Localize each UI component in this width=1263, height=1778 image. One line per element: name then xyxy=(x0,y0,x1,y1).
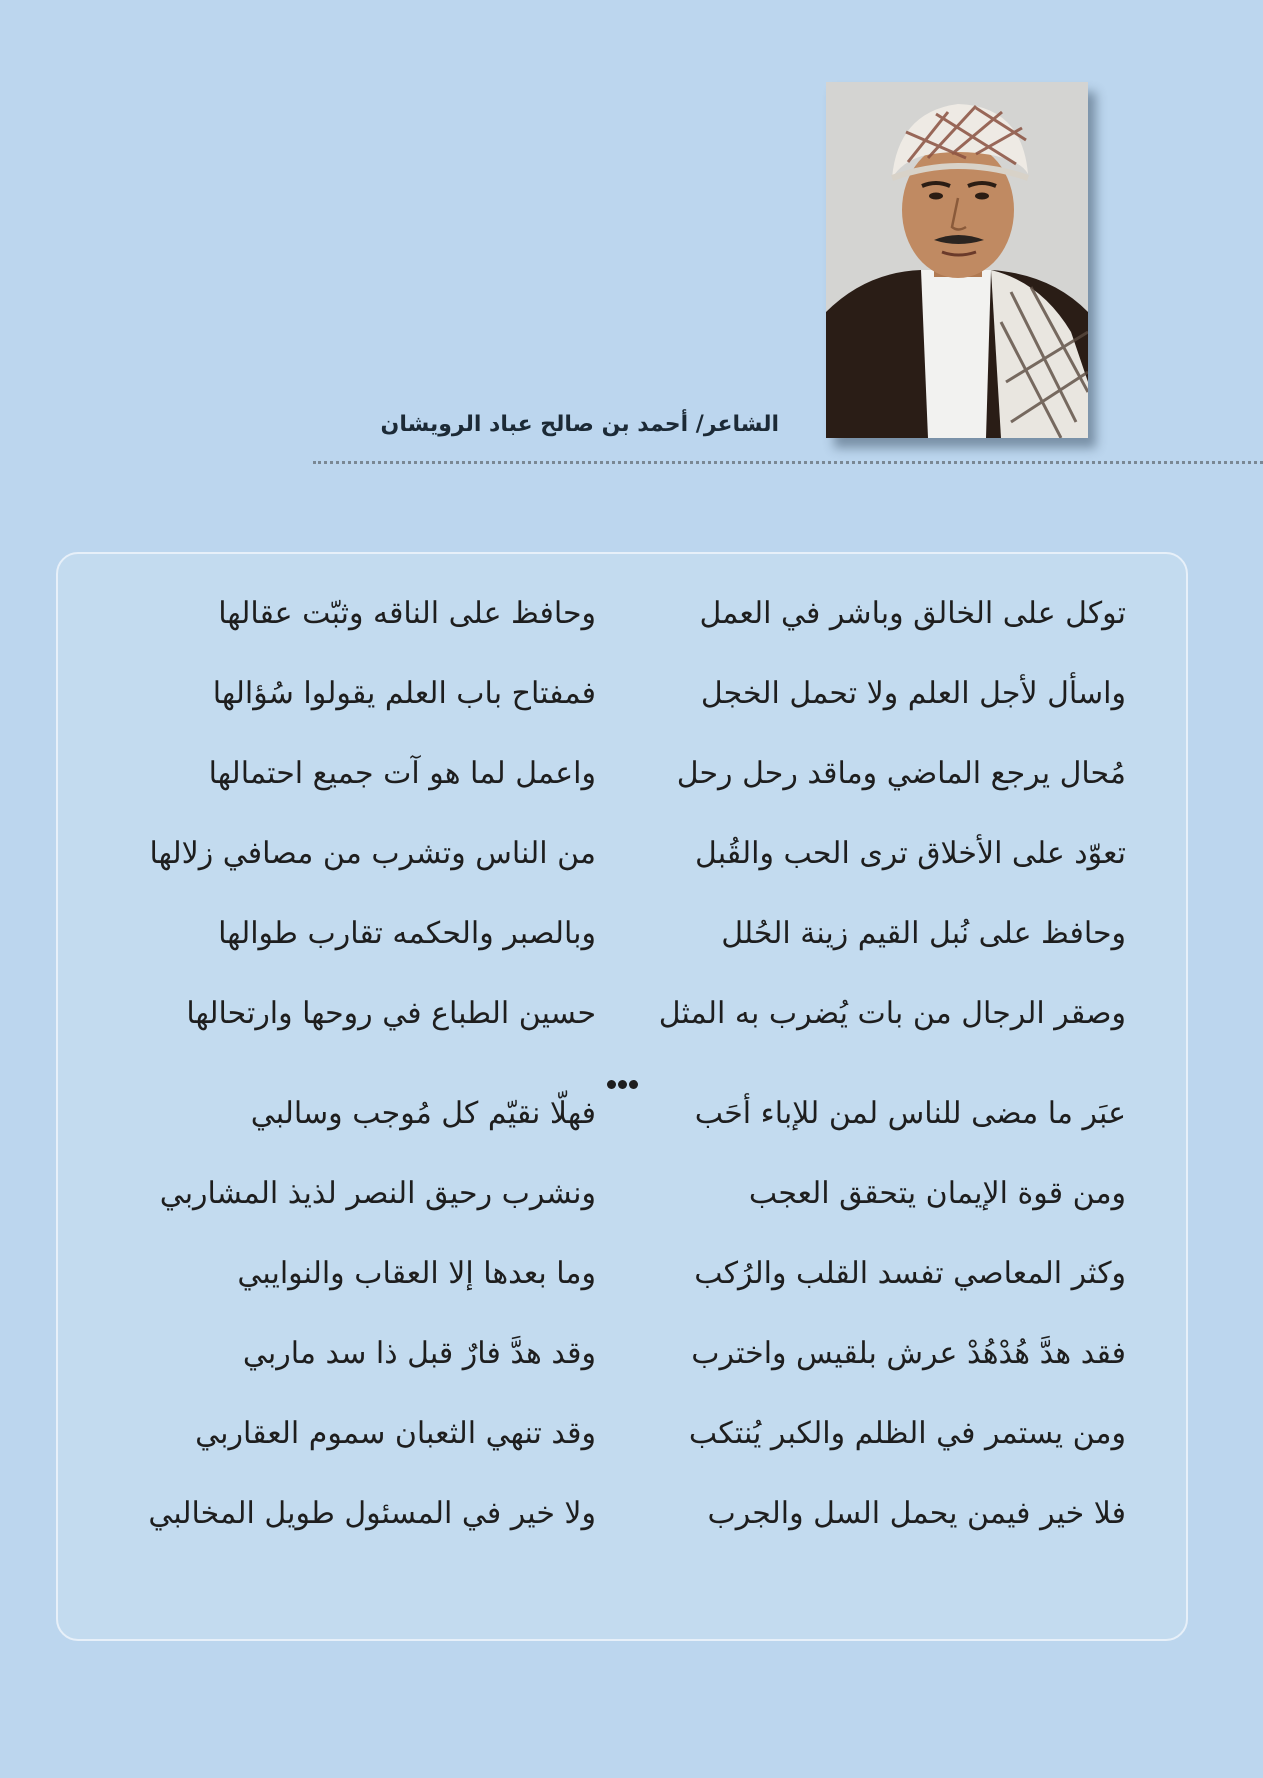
verse xyxy=(58,1404,1186,1484)
verse xyxy=(58,1244,1186,1324)
verse xyxy=(58,584,1186,664)
verse-sadr: فلا خير فيمن يحمل السل والجرب xyxy=(707,1496,1126,1531)
verse-sadr: عبَر ما مضى للناس لمن للإباء أحَب xyxy=(694,1096,1126,1131)
verse-sadr: وكثر المعاصي تفسد القلب والرُكب xyxy=(694,1256,1126,1291)
verse-sadr: ومن قوة الإيمان يتحقق العجب xyxy=(748,1176,1126,1211)
verse xyxy=(58,1164,1186,1244)
verse-ajuz: فهلّا نقيّم كل مُوجب وسالبي xyxy=(250,1096,596,1131)
verse-sadr: ومن يستمر في الظلم والكبر يُنتكب xyxy=(688,1416,1126,1451)
verse xyxy=(58,1484,1186,1564)
verse xyxy=(58,664,1186,744)
verse-sadr: تعوّد على الأخلاق ترى الحب والقُبل xyxy=(695,836,1126,871)
verse xyxy=(58,984,1186,1064)
verse xyxy=(58,1084,1186,1164)
verse-ajuz: ولا خير في المسئول طويل المخالبي xyxy=(148,1496,596,1531)
verse-sadr: فقد هدَّ هُدْهُدْ عرش بلقيس واخترب xyxy=(691,1336,1126,1371)
poem-panel xyxy=(56,552,1188,1641)
verse-ajuz: ونشرب رحيق النصر لذيذ المشاربي xyxy=(159,1176,596,1211)
poet-portrait-image xyxy=(826,82,1088,438)
verse-sadr: وحافظ على نُبل القيم زينة الحُلل xyxy=(721,916,1126,951)
verse-ajuz: وما بعدها إلا العقاب والنوايبي xyxy=(237,1256,596,1291)
verse-ajuz: فمفتاح باب العلم يقولوا سُؤالها xyxy=(212,676,596,711)
poet-photo xyxy=(826,82,1088,438)
verse-ajuz: وقد هدَّ فارٌ قبل ذا سد ماربي xyxy=(242,1336,596,1371)
verse xyxy=(58,904,1186,984)
verse-ajuz: من الناس وتشرب من مصافي زلالها xyxy=(149,836,596,871)
verse-ajuz: وحافظ على الناقه وثبّت عقالها xyxy=(218,596,596,631)
verse-sadr: وصقر الرجال من بات يُضرب به المثل xyxy=(658,996,1126,1031)
verse-sadr: واسأل لأجل العلم ولا تحمل الخجل xyxy=(700,676,1126,711)
poem-stanza-1 xyxy=(58,584,1186,1064)
verse-ajuz: وبالصبر والحكمه تقارب طوالها xyxy=(218,916,596,951)
verse-sadr: توكل على الخالق وباشر في العمل xyxy=(699,596,1126,631)
verse xyxy=(58,1324,1186,1404)
verse xyxy=(58,744,1186,824)
poet-name-caption: الشاعر/ أحمد بن صالح عباد الرويشان xyxy=(380,412,779,437)
dotted-divider xyxy=(313,461,1263,464)
verse-ajuz: واعمل لما هو آت جميع احتمالها xyxy=(208,756,596,791)
verse-ajuz: حسين الطباع في روحها وارتحالها xyxy=(186,996,596,1031)
verse-sadr: مُحال يرجع الماضي وماقد رحل رحل xyxy=(676,756,1126,791)
poem-stanza-2 xyxy=(58,1084,1186,1564)
verse xyxy=(58,824,1186,904)
verse-ajuz: وقد تنهي الثعبان سموم العقاربي xyxy=(195,1416,596,1451)
